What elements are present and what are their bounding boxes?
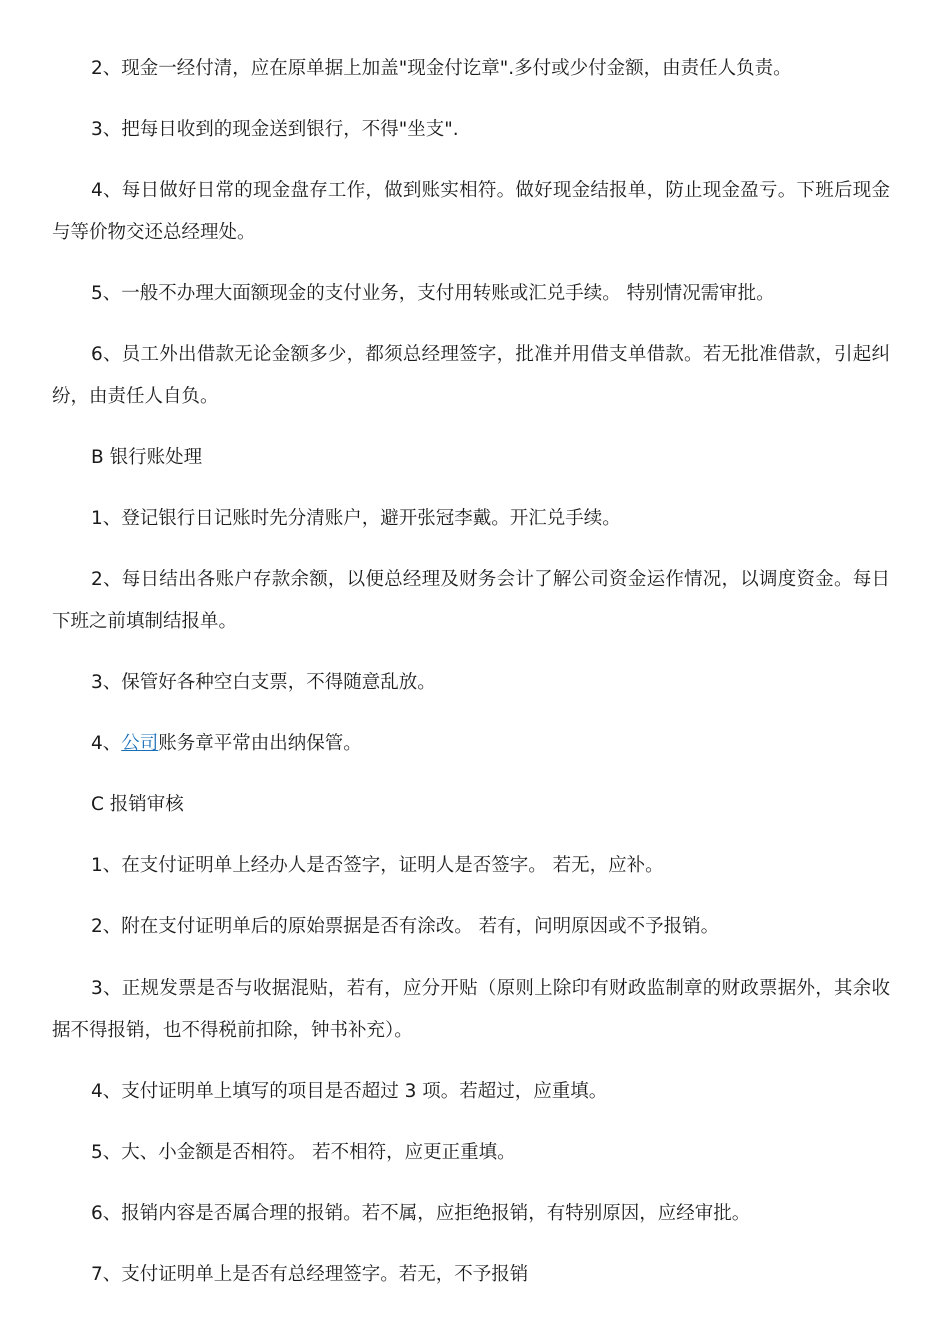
paragraph-employee-loan: 6、员工外出借款无论金额多少，都须总经理签字，批准并用借支单借款。若无批准借款，引起纠纷，由责任人自负。 <box>52 344 890 407</box>
section-heading-reimbursement-review: C 报销审核 <box>91 794 184 815</box>
company-link[interactable]: 公司 <box>121 733 159 754</box>
paragraph-reasonable-content: 6、报销内容是否属合理的报销。若不属，应拒绝报销，有特别原因，应经审批。 <box>91 1203 751 1224</box>
item-prefix: 4、 <box>91 733 122 754</box>
paragraph-cash-to-bank: 3、把每日收到的现金送到银行，不得"坐支". <box>91 119 459 140</box>
paragraph-invoice-receipt-mix: 3、正规发票是否与收据混贴，若有，应分开贴（原则上除印有财政监制章的财政票据外，其余收据不得报销，也不得税前扣除，钟书补充）。 <box>52 978 890 1041</box>
paragraph-cash-payment-stamp: 2、现金一经付清，应在原单据上加盖"现金付讫章".多付或少付金额，由责任人负责。 <box>91 58 792 79</box>
paragraph-company-seal <box>52 723 890 765</box>
paragraph-bank-journal: 1、登记银行日记账时先分清账户，避开张冠李戴。开汇兑手续。 <box>91 508 621 529</box>
paragraph-blank-checks: 3、保管好各种空白支票，不得随意乱放。 <box>91 672 436 693</box>
paragraph-original-receipts: 2、附在支付证明单后的原始票据是否有涂改。 若有，问明原因或不予报销。 <box>91 916 720 937</box>
item-suffix: 账务章平常由出纳保管。 <box>158 733 362 754</box>
paragraph-amount-match: 5、大、小金额是否相符。 若不相符，应更正重填。 <box>91 1142 516 1163</box>
section-heading-bank-account: B 银行账处理 <box>91 447 203 468</box>
paragraph-daily-cash-count: 4、每日做好日常的现金盘存工作，做到账实相符。做好现金结报单，防止现金盈亏。下班后现金与等价物交还总经理处。 <box>52 180 890 243</box>
paragraph-large-cash-payment: 5、一般不办理大面额现金的支付业务，支付用转账或汇兑手续。 特别情况需审批。 <box>91 283 775 304</box>
paragraph-manager-signature: 7、支付证明单上是否有总经理签字。若无，不予报销 <box>91 1264 529 1285</box>
paragraph-daily-balance: 2、每日结出各账户存款余额，以便总经理及财务会计了解公司资金运作情况，以调度资金。每日下班之前填制结报单。 <box>52 569 890 632</box>
paragraph-signature-check: 1、在支付证明单上经办人是否签字，证明人是否签字。 若无，应补。 <box>91 855 664 876</box>
paragraph-item-count: 4、支付证明单上填写的项目是否超过 3 项。若超过，应重填。 <box>91 1081 608 1102</box>
